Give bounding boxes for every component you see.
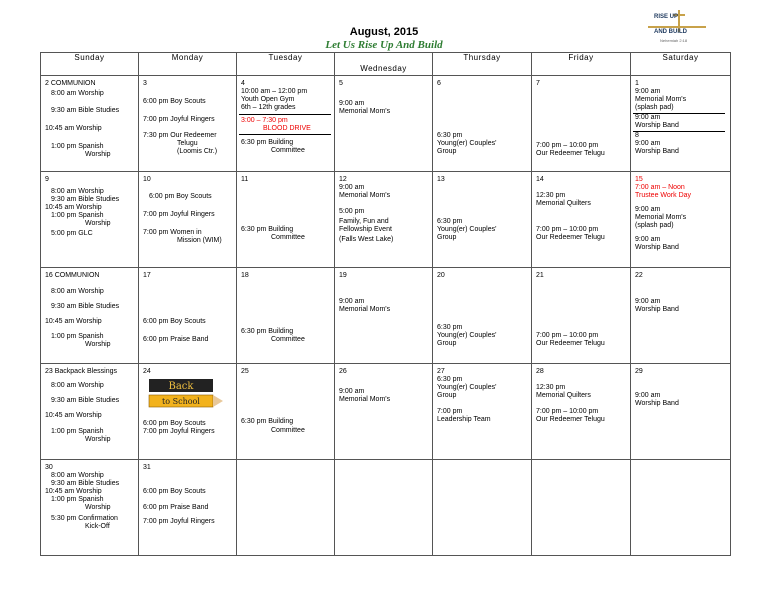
event-text: 6:30 pm — [437, 132, 463, 139]
event-text: 6:00 pm Praise Band — [143, 504, 209, 511]
event-text: (splash pad) — [635, 222, 674, 229]
event-text: 6:00 pm Praise Band — [143, 336, 209, 343]
weekday-thursday: Thursday — [433, 53, 532, 76]
event-text: 7:00 am – Noon — [635, 184, 685, 191]
event-text: Youth Open Gym — [241, 96, 295, 103]
day-number: 20 — [437, 272, 445, 279]
event-text: 1:00 pm Spanish — [51, 212, 104, 219]
day-cell-21[interactable] — [532, 268, 630, 363]
event-text: 9:00 am — [635, 298, 661, 305]
event-text: 5:30 pm Confirmation — [51, 515, 118, 522]
event-text: 8:00 am Worship — [51, 188, 104, 195]
weekday-tuesday: Tuesday — [237, 53, 335, 76]
day-cell-4[interactable] — [237, 76, 334, 171]
event-text: Worship — [85, 151, 111, 158]
event-text: 9:00 am — [635, 236, 661, 243]
day-cell-9[interactable] — [41, 172, 138, 267]
day-number: 10 — [143, 176, 151, 183]
event-text: 8:00 am Worship — [51, 288, 104, 295]
event-text: Worship — [85, 341, 111, 348]
event-text: 9:00 am — [635, 114, 661, 121]
event-text: Young(er) Couples' — [437, 140, 497, 147]
day-number: 1 — [635, 80, 639, 87]
day-cell-29[interactable] — [631, 364, 730, 459]
event-text: Memorial Mom's — [339, 192, 391, 199]
weekday-wednesday: Wednesday — [335, 53, 433, 76]
logo-line1: RISE UP — [654, 14, 679, 20]
day-cell-3[interactable] — [139, 76, 236, 171]
week-row-1 — [41, 76, 731, 172]
day-cell-5[interactable] — [335, 76, 432, 171]
day-number: 2 COMMUNION — [45, 80, 96, 87]
calendar-title: August, 2015 — [349, 26, 419, 38]
day-cell-2[interactable] — [41, 76, 138, 171]
event-text: 9:00 am — [339, 298, 365, 305]
event-text: 9:30 am Bible Studies — [51, 303, 120, 310]
event-text: 7:00 pm – 10:00 pm — [536, 142, 599, 149]
event-text: 6:30 pm — [437, 218, 463, 225]
event-text: Worship Band — [635, 400, 679, 407]
rise-up-logo — [646, 10, 708, 46]
event-text: 9:00 am — [635, 392, 661, 399]
event-text: 7:00 pm Women in — [143, 229, 202, 236]
event-text: 7:00 pm – 10:00 pm — [536, 226, 599, 233]
event-text: 9:30 am Bible Studies — [51, 107, 120, 114]
day-cell-24[interactable] — [139, 364, 236, 459]
day-cell-6[interactable] — [433, 76, 531, 171]
event-text: 10:45 am Worship — [45, 318, 102, 325]
day-cell-26[interactable] — [335, 364, 432, 459]
event-text: 10:45 am Worship — [45, 125, 102, 132]
event-text: 12:30 pm — [536, 384, 566, 391]
event-text: 5:00 pm — [339, 208, 365, 215]
event-text: 9:30 am Bible Studies — [51, 196, 120, 203]
day-cell-1-8[interactable] — [631, 76, 730, 171]
weekday-sunday: Sunday — [41, 53, 139, 76]
event-text: 1:00 pm Spanish — [51, 333, 104, 340]
event-text: 8:00 am Worship — [51, 472, 104, 479]
day-cell-17[interactable] — [139, 268, 236, 363]
event-text: Worship Band — [635, 122, 679, 129]
day-number: 3 — [143, 80, 147, 87]
event-text: Our Redeemer Telugu — [536, 150, 605, 157]
day-cell-19[interactable] — [335, 268, 432, 363]
day-number: 6 — [437, 80, 441, 87]
event-text: Our Redeemer Telugu — [536, 416, 605, 423]
day-cell-30[interactable] — [41, 460, 138, 555]
week-row-3 — [41, 268, 731, 364]
day-number: 28 — [536, 368, 544, 375]
day-number: 13 — [437, 176, 445, 183]
event-text: Memorial Mom's — [339, 108, 391, 115]
day-cell-14[interactable] — [532, 172, 630, 267]
day-cell-13[interactable] — [433, 172, 531, 267]
event-text: Young(er) Couples' — [437, 332, 497, 339]
empty-cell — [237, 460, 334, 555]
event-text: Young(er) Couples' — [437, 226, 497, 233]
event-text: Group — [437, 340, 457, 347]
event-text: 10:00 am – 12:00 pm — [241, 88, 308, 95]
event-text: 6:30 pm — [437, 376, 463, 383]
event-text: 9:00 am — [339, 388, 365, 395]
event-text: 6:00 pm Boy Scouts — [143, 488, 206, 495]
event-text: Memorial Mom's — [635, 214, 687, 221]
back-to-school-image — [147, 378, 225, 410]
day-number: 8 — [635, 132, 639, 139]
event-text: 7:00 pm Joyful Ringers — [143, 428, 215, 435]
logo-line2: AND BUILD — [654, 29, 687, 35]
event-text: Group — [437, 148, 457, 155]
event-text: 6:00 pm Boy Scouts — [143, 98, 206, 105]
day-cell-22[interactable] — [631, 268, 730, 363]
event-text: 3:00 – 7:30 pm — [241, 117, 288, 124]
day-number: 24 — [143, 368, 151, 375]
event-text: 6th – 12th grades — [241, 104, 296, 111]
divider — [239, 134, 331, 135]
back-word: Back — [168, 381, 194, 392]
day-number: 26 — [339, 368, 347, 375]
event-text: 9:00 am — [635, 88, 661, 95]
event-text: 10:45 am Worship — [45, 412, 102, 419]
event-text: Worship — [85, 436, 111, 443]
event-text: (splash pad) — [635, 104, 674, 111]
event-text: 9:00 am — [635, 140, 661, 147]
event-text: 6:00 pm Boy Scouts — [143, 420, 206, 427]
day-cell-28[interactable] — [532, 364, 630, 459]
event-text: Group — [437, 234, 457, 241]
event-text: Committee — [271, 234, 305, 241]
event-text: BLOOD DRIVE — [263, 125, 311, 132]
day-number: 19 — [339, 272, 347, 279]
day-number: 9 — [45, 176, 49, 183]
empty-cell — [631, 460, 730, 555]
day-number: 27 — [437, 368, 445, 375]
day-cell-25[interactable] — [237, 364, 334, 459]
event-text: 7:00 pm Joyful Ringers — [143, 211, 215, 218]
week-row-4 — [41, 364, 731, 460]
event-text: Memorial Quilters — [536, 200, 591, 207]
event-text: Worship — [85, 220, 111, 227]
calendar-theme: Let Us Rise Up And Build — [325, 39, 443, 51]
day-number: 29 — [635, 368, 643, 375]
to-school-word: to School — [162, 397, 200, 406]
event-text: (Loomis Ctr.) — [177, 148, 218, 155]
calendar-grid — [40, 52, 731, 556]
day-cell-20[interactable] — [433, 268, 531, 363]
day-number: 21 — [536, 272, 544, 279]
event-text: 7:00 pm — [437, 408, 463, 415]
weekday-friday: Friday — [532, 53, 631, 76]
day-number: 4 — [241, 80, 245, 87]
event-text: 12:30 pm — [536, 192, 566, 199]
event-text: 10:45 am Worship — [45, 488, 102, 495]
logo-verse: Nehemiah 2:18 — [660, 38, 688, 43]
event-text: Our Redeemer Telugu — [536, 340, 605, 347]
empty-cell — [532, 460, 630, 555]
event-text: 5:00 pm GLC — [51, 230, 93, 237]
day-number: 15 — [635, 176, 643, 183]
event-text: 10:45 am Worship — [45, 204, 102, 211]
event-text: 6:00 pm Boy Scouts — [143, 318, 206, 325]
day-number: 5 — [339, 80, 343, 87]
event-text: 8:00 am Worship — [51, 90, 104, 97]
event-text: 9:00 am — [635, 206, 661, 213]
event-text: Memorial Quilters — [536, 392, 591, 399]
day-number: 14 — [536, 176, 544, 183]
event-text: Worship — [85, 504, 111, 511]
day-cell-11[interactable] — [237, 172, 334, 267]
day-number: 31 — [143, 464, 151, 471]
week-row-2 — [41, 172, 731, 268]
day-number: 23 Backpack Blessings — [45, 368, 117, 375]
empty-cell — [335, 460, 432, 555]
event-text: Trustee Work Day — [635, 192, 692, 199]
day-number: 7 — [536, 80, 540, 87]
event-text: 6:00 pm Boy Scouts — [149, 193, 212, 200]
pencil-tip — [213, 395, 223, 407]
event-text: Committee — [271, 336, 305, 343]
event-text: Memorial Mom's — [635, 96, 687, 103]
weekday-header-row — [41, 53, 731, 76]
event-text: 7:00 pm Joyful Ringers — [143, 518, 215, 525]
event-text: 9:00 am — [339, 100, 365, 107]
weekday-monday: Monday — [139, 53, 237, 76]
event-text: Committee — [271, 427, 305, 434]
event-text: Group — [437, 392, 457, 399]
day-number: 25 — [241, 368, 249, 375]
event-text: 1:00 pm Spanish — [51, 428, 104, 435]
day-cell-7[interactable] — [532, 76, 630, 171]
event-text: 6:30 pm Building — [241, 328, 294, 335]
day-cell-16[interactable] — [41, 268, 138, 363]
logo-divider — [648, 26, 706, 28]
event-text: (Falls West Lake) — [339, 236, 394, 243]
event-text: Worship Band — [635, 244, 679, 251]
event-text: Young(er) Couples' — [437, 384, 497, 391]
day-number: 22 — [635, 272, 643, 279]
day-number: 16 COMMUNION — [45, 272, 100, 279]
day-number: 17 — [143, 272, 151, 279]
divider — [239, 114, 331, 115]
event-text: 9:00 am — [339, 184, 365, 191]
event-text: 8:00 am Worship — [51, 382, 104, 389]
week-row-5 — [41, 460, 731, 556]
event-text: Telugu — [177, 140, 198, 147]
event-text: 6:30 pm Building — [241, 226, 294, 233]
day-cell-31[interactable] — [139, 460, 236, 555]
event-text: Worship Band — [635, 148, 679, 155]
day-number: 12 — [339, 176, 347, 183]
day-number: 30 — [45, 464, 53, 471]
event-text: 1:00 pm Spanish — [51, 143, 104, 150]
event-text: 7:00 pm – 10:00 pm — [536, 408, 599, 415]
empty-cell — [433, 460, 531, 555]
event-text: 6:30 pm Building — [241, 418, 294, 425]
event-text: 6:30 pm Building — [241, 139, 294, 146]
event-text: 9:30 am Bible Studies — [51, 480, 120, 487]
event-text: Fellowship Event — [339, 226, 392, 233]
divider — [633, 131, 725, 132]
event-text: Our Redeemer Telugu — [536, 234, 605, 241]
day-cell-18[interactable] — [237, 268, 334, 363]
event-text: 7:00 pm – 10:00 pm — [536, 332, 599, 339]
event-text: 7:30 pm Our Redeemer — [143, 132, 217, 139]
event-text: Worship Band — [635, 306, 679, 313]
event-text: 6:30 pm — [437, 324, 463, 331]
event-text: Mission (WIM) — [177, 237, 222, 244]
day-number: 11 — [241, 176, 249, 183]
day-cell-12[interactable] — [335, 172, 432, 267]
day-cell-23[interactable] — [41, 364, 138, 459]
event-text: 9:30 am Bible Studies — [51, 397, 120, 404]
event-text: 1:00 pm Spanish — [51, 496, 104, 503]
event-text: Memorial Mom's — [339, 396, 391, 403]
day-cell-27[interactable] — [433, 364, 531, 459]
event-text: Committee — [271, 147, 305, 154]
event-text: Leadership Team — [437, 416, 491, 423]
weekday-saturday: Saturday — [631, 53, 731, 76]
event-text: 7:00 pm Joyful Ringers — [143, 116, 215, 123]
day-cell-15[interactable] — [631, 172, 730, 267]
event-text: Kick-Off — [85, 523, 110, 530]
day-cell-10[interactable] — [139, 172, 236, 267]
event-text: Memorial Mom's — [339, 306, 391, 313]
event-text: Family, Fun and — [339, 218, 389, 225]
day-number: 18 — [241, 272, 249, 279]
